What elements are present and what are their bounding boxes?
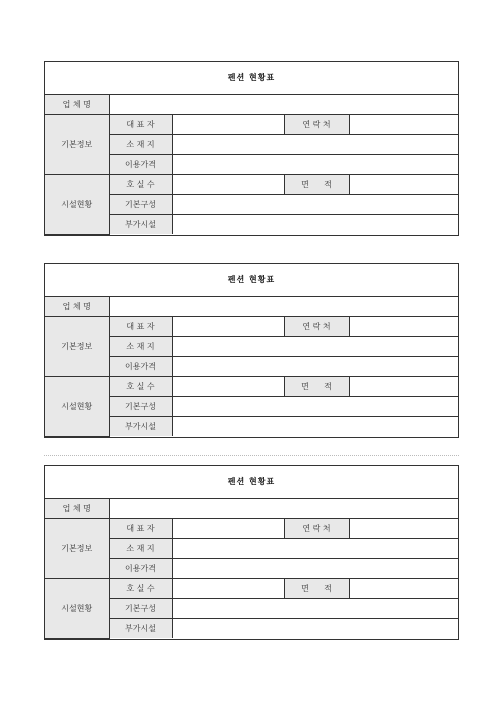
address-field[interactable] <box>172 336 458 356</box>
contact-field[interactable] <box>349 316 458 336</box>
basic-info-group-label: 기본정보 <box>45 518 109 578</box>
rooms-field[interactable] <box>172 376 284 396</box>
price-field[interactable] <box>172 356 458 376</box>
address-label: 소 재 지 <box>109 134 172 154</box>
address-label: 소 재 지 <box>109 336 172 356</box>
pension-status-form-3 <box>44 465 459 640</box>
price-field[interactable] <box>172 154 458 174</box>
contact-field[interactable] <box>349 114 458 134</box>
representative-field[interactable] <box>172 518 284 538</box>
company-name-label: 업 체 명 <box>45 498 109 518</box>
form-title: 펜션 현황표 <box>45 62 458 94</box>
basic-config-label: 기본구성 <box>109 194 172 214</box>
rooms-field[interactable] <box>172 578 284 598</box>
company-name-label: 업 체 명 <box>45 296 109 316</box>
price-label: 이용가격 <box>109 154 172 174</box>
page-separator <box>44 455 459 456</box>
area-label: 면 적 <box>284 578 349 598</box>
company-name-field[interactable] <box>109 498 458 518</box>
price-label: 이용가격 <box>109 558 172 578</box>
company-name-field[interactable] <box>109 94 458 114</box>
area-field[interactable] <box>349 174 458 194</box>
representative-label: 대 표 자 <box>109 518 172 538</box>
facility-group-label: 시설현황 <box>45 578 109 638</box>
extra-facility-label: 부가시설 <box>109 214 172 234</box>
price-field[interactable] <box>172 558 458 578</box>
extra-facility-field[interactable] <box>172 618 458 638</box>
representative-label: 대 표 자 <box>109 114 172 134</box>
pension-status-form-2 <box>44 263 459 438</box>
extra-facility-field[interactable] <box>172 416 458 436</box>
basic-config-field[interactable] <box>172 598 458 618</box>
form-title: 펜션 현황표 <box>45 466 458 498</box>
extra-facility-label: 부가시설 <box>109 416 172 436</box>
area-label: 면 적 <box>284 376 349 396</box>
contact-label: 연 락 처 <box>284 316 349 336</box>
extra-facility-label: 부가시설 <box>109 618 172 638</box>
area-field[interactable] <box>349 376 458 396</box>
basic-config-label: 기본구성 <box>109 598 172 618</box>
basic-info-group-label: 기본정보 <box>45 316 109 376</box>
representative-field[interactable] <box>172 114 284 134</box>
area-field[interactable] <box>349 578 458 598</box>
rooms-label: 호 실 수 <box>109 376 172 396</box>
price-label: 이용가격 <box>109 356 172 376</box>
rooms-field[interactable] <box>172 174 284 194</box>
rooms-label: 호 실 수 <box>109 174 172 194</box>
representative-label: 대 표 자 <box>109 316 172 336</box>
basic-config-field[interactable] <box>172 194 458 214</box>
basic-config-label: 기본구성 <box>109 396 172 416</box>
pension-status-form-1 <box>44 61 459 236</box>
contact-label: 연 락 처 <box>284 114 349 134</box>
extra-facility-field[interactable] <box>172 214 458 234</box>
representative-field[interactable] <box>172 316 284 336</box>
facility-group-label: 시설현황 <box>45 376 109 436</box>
contact-label: 연 락 처 <box>284 518 349 538</box>
company-name-field[interactable] <box>109 296 458 316</box>
address-label: 소 재 지 <box>109 538 172 558</box>
address-field[interactable] <box>172 134 458 154</box>
address-field[interactable] <box>172 538 458 558</box>
rooms-label: 호 실 수 <box>109 578 172 598</box>
company-name-label: 업 체 명 <box>45 94 109 114</box>
basic-config-field[interactable] <box>172 396 458 416</box>
form-title: 펜션 현황표 <box>45 264 458 296</box>
basic-info-group-label: 기본정보 <box>45 114 109 174</box>
facility-group-label: 시설현황 <box>45 174 109 234</box>
area-label: 면 적 <box>284 174 349 194</box>
contact-field[interactable] <box>349 518 458 538</box>
